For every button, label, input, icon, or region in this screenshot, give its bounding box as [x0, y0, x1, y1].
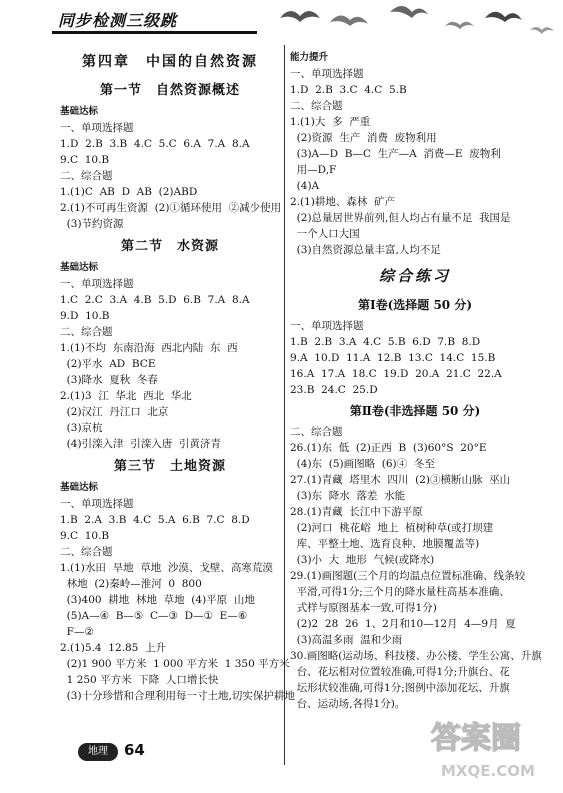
subheading: 能力提升 — [290, 52, 329, 63]
watermark-text: 答案圈 — [431, 721, 521, 756]
answer-line: 1.(1)大 多 严重 — [290, 116, 371, 128]
page-number: 64 — [124, 741, 145, 759]
answer-line: 28.(1)青藏 长江中下游平原 — [290, 506, 423, 518]
answer-line: 1 250 平方米 下降 人口增长快 — [60, 674, 219, 686]
subheading: 基础达标 — [60, 482, 99, 493]
answer-line: (2)资源 生产 消费 废物利用 — [290, 132, 437, 144]
answer-line: (3)节约资源 — [60, 218, 124, 230]
answer-line: (3)十分珍惜和合理利用每一寸土地,切实保护耕地 — [60, 690, 295, 702]
answer-line: 二、综合题 — [60, 326, 113, 338]
answer-line: 一、单项选择题 — [60, 122, 134, 134]
answer-line: 式样与原图基本一致,可得1分) — [290, 602, 437, 614]
answer-line: 1.(1)水田 旱地 草地 沙漠、戈壁、高寒荒漠 — [60, 562, 273, 574]
answer-line: (5)A—④ B—⑤ C—③ D—① E—⑥ — [60, 610, 248, 622]
answer-line: 一、单项选择题 — [60, 498, 134, 510]
answer-line: (2)总量居世界前列,但人均占有量不足 我国是 — [290, 212, 511, 224]
volume-2-title: 第Ⅱ卷(非选择题 50 分) — [349, 404, 481, 418]
answer-line: 2.(1)5.4 12.85 上升 — [60, 642, 166, 654]
volume-1-title: 第Ⅰ卷(选择题 50 分) — [357, 298, 473, 312]
answer-line: 2.(1)耕地、森林 矿产 — [290, 196, 396, 208]
answer-line: 9.C 10.B — [60, 154, 110, 166]
practice-title: 综合练习 — [378, 267, 451, 285]
section-title-1: 第一节 自然资源概述 — [99, 83, 240, 98]
answer-line: 用—D,F — [290, 164, 337, 176]
section-title-2: 第二节 水资源 — [120, 239, 219, 254]
answer-line: 9.D 10.B — [60, 310, 110, 322]
answer-line: (2)1 900 平方米 1 000 平方米 1 350 平方米 — [60, 658, 290, 670]
answer-line: 一、单项选择题 — [290, 68, 364, 80]
watermark-url: MXQE.COM — [441, 762, 535, 780]
column-divider — [284, 45, 285, 765]
answer-line: 1.(1)C AB D AB (2)ABD — [60, 186, 198, 198]
answer-line: 二、综合题 — [290, 426, 343, 438]
answer-line: 1.(1)不均 东南沿海 西北内陆 东 西 — [60, 342, 238, 354]
answer-line: 26.(1)东 低 (2)正西 B (3)60°S 20°E — [290, 442, 487, 454]
right-column — [290, 50, 540, 712]
answer-line: 1.D 2.B 3.C 4.C 5.B — [290, 84, 407, 96]
header-rule — [52, 31, 257, 34]
answer-line: 台、运动场,各得1分)。 — [290, 698, 406, 710]
answer-line: 1.C 2.C 3.A 4.B 5.D 6.B 7.A 8.A — [60, 294, 250, 306]
answer-line: 30.画图略(运动场、科技楼、办公楼、学生公寓、升旗 — [290, 650, 542, 662]
answer-line: (3)小 大 地形 气候(或降水) — [290, 554, 435, 566]
answer-line: 23.B 24.C 25.D — [290, 384, 378, 396]
answer-line: 二、综合题 — [60, 170, 113, 182]
answer-line: 1.D 2.B 3.B 4.C 5.C 6.A 7.A 8.A — [60, 138, 250, 150]
answer-line: (2)平水 AD BCE — [60, 358, 156, 370]
answer-line: 2.(1)3 江 华北 西北 华北 — [60, 390, 192, 402]
left-column — [60, 50, 295, 704]
answer-line: (2)河口 桃花峪 地上 植树种草(或打坝建 — [290, 522, 494, 534]
chapter-title: 第四章 中国的自然资源 — [82, 54, 258, 70]
answer-line: 库、平整土地、选育良种、地膜覆盖等) — [290, 538, 480, 550]
answer-line: 二、综合题 — [60, 546, 113, 558]
answer-line: 台、花坛相对位置较准确,可得1分;升旗台、花 — [290, 666, 510, 678]
page-footer — [60, 741, 180, 763]
answer-line: 1.B 2.A 3.B 4.C 5.A 6.B 7.C 8.D — [60, 514, 250, 526]
answer-line: 1.B 2.B 3.A 4.C 5.B 6.D 7.B 8.D — [290, 336, 481, 348]
page-header — [0, 0, 563, 42]
answer-line: 二、综合题 — [290, 100, 343, 112]
answer-line: 29.(1)画图题(三个月的均温点位置标准确、线条较 — [290, 570, 526, 582]
subheading: 基础达标 — [60, 262, 99, 273]
answer-line: 平滑,可得1分;三个月的降水量柱高基本准确、 — [290, 586, 510, 598]
answer-line: (2)汉江 丹江口 北京 — [60, 406, 169, 418]
answer-line: 一、单项选择题 — [290, 320, 364, 332]
answer-line: (3)A—D B—C 生产—A 消费—E 废物利 — [290, 148, 501, 160]
answer-line: 27.(1)青藏 塔里木 四川 (2)③横断山脉 巫山 — [290, 474, 511, 486]
answer-line: (3)东 降水 落差 水能 — [290, 490, 406, 502]
answer-line: (3)京杭 — [60, 422, 103, 434]
answer-line: (4)东 (5)画图略 (6)④ 冬至 — [290, 458, 435, 470]
answer-line: 9.A 10.D 11.A 12.B 13.C 14.C 15.B — [290, 352, 496, 364]
answer-line: (3)自然资源总量丰富,人均不足 — [290, 244, 441, 256]
answer-line: (3)400 耕地 林地 草地 (4)平原 山地 — [60, 594, 255, 606]
answer-line: 林地 (2)秦岭—淮河 0 800 — [60, 578, 202, 590]
brand-title: 同步检测三级跳 — [58, 11, 178, 30]
answer-line: 16.A 17.A 18.C 19.D 20.A 21.C 22.A — [290, 368, 502, 380]
bird-decoration-icon — [270, 0, 560, 40]
answer-line: 一个人口大国 — [290, 228, 360, 240]
subheading: 基础达标 — [60, 106, 99, 117]
answer-line: (2)2 28 26 1、2月和10—12月 4—9月 夏 — [290, 618, 516, 630]
answer-line: (3)高温多雨 温和少雨 — [290, 634, 403, 646]
watermark-logo-icon — [423, 710, 553, 788]
answer-line: 2.(1)不可再生资源 (2)①循环使用 ②减少使用 — [60, 202, 282, 214]
answer-line: F—② — [60, 626, 94, 638]
section-title-3: 第三节 土地资源 — [113, 459, 226, 474]
answer-line: (4)A — [290, 180, 320, 192]
answer-line: (4)引滦入津 引滦入唐 引黄济青 — [60, 438, 221, 450]
answer-line: 9.C 10.B — [60, 530, 110, 542]
answer-line: 一、单项选择题 — [60, 278, 134, 290]
answer-line: (3)降水 夏秋 冬春 — [60, 374, 158, 386]
answer-line: 坛形状较准确,可得1分;图例中添加花坛、升旗 — [290, 682, 510, 694]
subject-badge: 地理 — [78, 743, 118, 761]
